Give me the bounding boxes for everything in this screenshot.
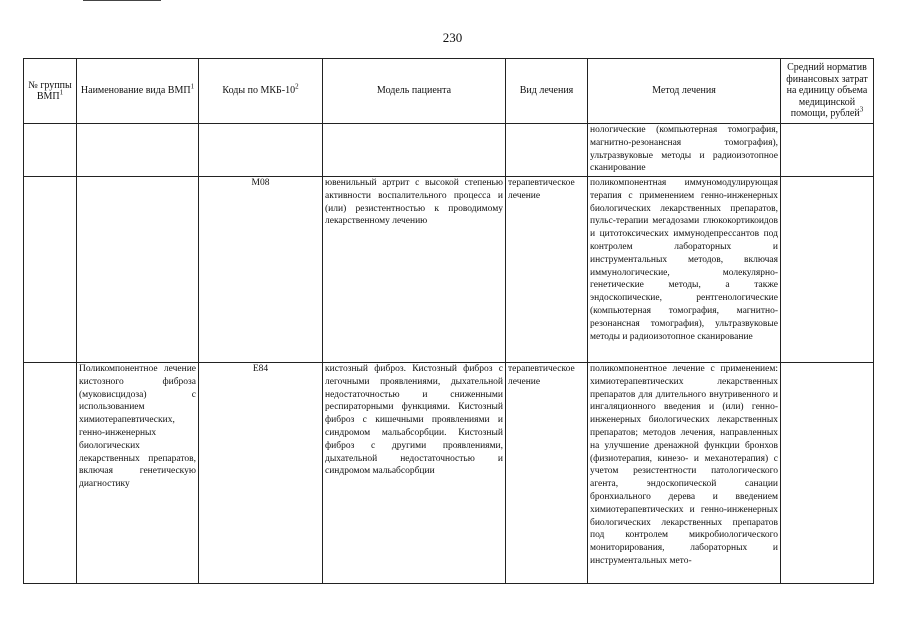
cell-treatment: терапевтическое лечение	[506, 177, 588, 363]
header-group-number: № группы ВМП$^1$	[24, 59, 77, 124]
header-average-cost: Средний норматив финансовых затрат на единицу объема медицинской помощи, рублей$^3$	[781, 59, 874, 124]
header-treatment-method: Метод лечения	[588, 59, 781, 124]
cell-model: кистозный фиброз. Кистозный фиброз с легочными проявлениями, дыхательной недостаточностью и сниженными респираторными функциями. Кистозный фиброз с кишечными проявлениями и синдромом мальабсорбции. Кистозный фиброз с другими проявлениями, дыхательной недостаточностью и синдромом мальабсорбции	[323, 363, 506, 584]
header-row	[24, 59, 874, 124]
cell-group	[24, 124, 77, 177]
cell-cost	[781, 363, 874, 584]
table-row	[24, 363, 874, 584]
header-vmp-name: Наименование вида ВМП$^1$	[77, 59, 199, 124]
table-row	[24, 124, 874, 177]
cell-method: поликомпонентная иммуномодулирующая терапия с применением генно-инженерных биологических лекарственных препаратов, пульс-терапии мегадозами глюкокортикоидов и цитотоксических иммунодепрессантов под контролем лабораторных и инструментальных методов, включая иммунологические, молекулярно-генетические методы, а также эндоскопические, рентгенологические (компьютерная томография, магнитно-резонансная томография), ультразвуковые методы и радиоизотопное сканирование	[588, 177, 781, 363]
cell-code	[199, 124, 323, 177]
page-number: 230	[442, 30, 463, 45]
cell-group	[24, 363, 77, 584]
cell-cost	[781, 124, 874, 177]
cell-code: M08	[199, 177, 323, 363]
table-row	[24, 177, 874, 363]
header-icd-codes: Коды по МКБ-$10^2$	[199, 59, 323, 124]
cell-code: E84	[199, 363, 323, 584]
cell-method: нологические (компьютерная томография, магнитно-резонансная томография), ультразвуковые методы и радиоизотопное сканирование	[588, 124, 781, 177]
top-rule	[83, 0, 161, 1]
cell-group	[24, 177, 77, 363]
header-treatment-type: Вид лечения	[506, 59, 588, 124]
cell-name	[77, 124, 199, 177]
cell-treatment: терапевтическое лечение	[506, 363, 588, 584]
cell-name	[77, 177, 199, 363]
cell-cost	[781, 177, 874, 363]
cell-name: Поликомпонентное лечение кистозного фиброза (муковисцидоза) с использованием химиотерапевтических, генно-инженерных биологических лекарственных препаратов, включая генетическую диагностику	[77, 363, 199, 584]
cell-treatment	[506, 124, 588, 177]
cell-model	[323, 124, 506, 177]
cell-method: поликомпонентное лечение с применением: химиотерапевтических лекарственных препаратов для длительного внутривенного и ингаляционного введения и (или) генно-инженерных биологических лекарственных препаратов; методов лечения, направленных на улучшение дренажной функции бронхов (физиотерапия, кинезо- и механотерапия) с учетом резистентности патологического агента, эндоскопической санации бронхиального дерева и введением химиотерапевтических и генно-инженерных биологических лекарственных препаратов под контролем микробиологического мониторирования, лабораторных и инструментальных мето-	[588, 363, 781, 584]
cell-model: ювенильный артрит с высокой степенью активности воспалительного процесса и (или) резистентностью к проводимому лекарственному лечению	[323, 177, 506, 363]
vmp-table	[23, 58, 874, 584]
header-patient-model: Модель пациента	[323, 59, 506, 124]
